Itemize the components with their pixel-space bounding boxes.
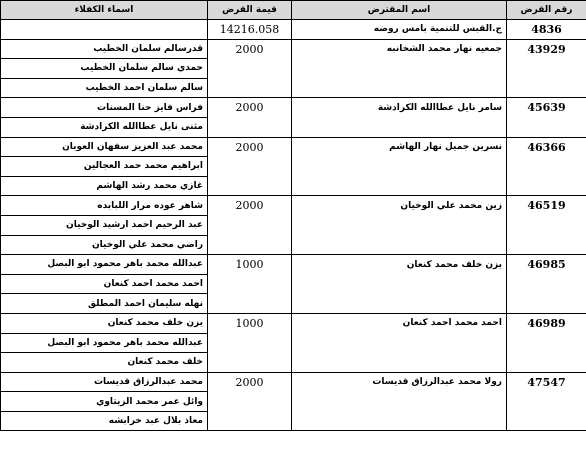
borrower-cell: يزن خلف محمد كنعان [292,255,507,275]
loan-no-cell [507,235,586,255]
loan-no-cell: 43929 [507,39,586,59]
table-row [1,235,586,255]
table-row [1,20,586,40]
amount-cell: 14216.058 [208,20,292,40]
guarantor-cell: شاهر عوده مرار اللبابده [1,196,208,216]
table-body [1,20,586,431]
guarantor-cell: يزن خلف محمد كنعان [1,313,208,333]
guarantor-cell: سالم سلمان احمد الخطيب [1,78,208,98]
guarantor-cell: فراس فايز حنا المسنات [1,98,208,118]
borrower-cell [292,274,507,294]
guarantor-cell: راضي محمد علي الوخيان [1,235,208,255]
guarantor-cell: ابراهيم محمد حمد العجالين [1,157,208,177]
borrower-cell [292,176,507,196]
header-loan-no: رقم القرض [507,1,586,20]
guarantor-cell: مثنى نايل عطاالله الكرادشة [1,117,208,137]
table-row [1,176,586,196]
loan-no-cell [507,176,586,196]
amount-cell [208,235,292,255]
borrower-cell [292,392,507,412]
loan-no-cell [507,157,586,177]
loan-no-cell [507,59,586,79]
amount-cell [208,157,292,177]
borrower-cell [292,78,507,98]
header-guarantors: اسماء الكفلاء [1,1,208,20]
amount-cell [208,333,292,353]
borrower-cell [292,333,507,353]
header-amount: قيمة القرض [208,1,292,20]
borrower-cell: احمد محمد احمد كنعان [292,313,507,333]
amount-cell [208,59,292,79]
borrower-cell: جمعيه نهار محمد الشخانبه [292,39,507,59]
borrower-cell [292,117,507,137]
guarantor-cell: غازي محمد رشد الهاشم [1,176,208,196]
guarantor-cell: عبدالله محمد باهر محمود ابو البصل [1,255,208,275]
loan-no-cell: 47547 [507,372,586,392]
guarantor-cell: محمد عبد العزيز سفهان العوبان [1,137,208,157]
loan-no-cell [507,274,586,294]
table-row [1,157,586,177]
borrower-cell: زين محمد علي الوخيان [292,196,507,216]
loan-no-cell [507,294,586,314]
table-row [1,137,586,157]
loan-no-cell: 46366 [507,137,586,157]
guarantor-cell: وائل عمر محمد الزيتاوي [1,392,208,412]
header-borrower: اسم المقترض [292,1,507,20]
guarantor-cell: عبدالله محمد باهر محمود ابو البصل [1,333,208,353]
table-row [1,372,586,392]
borrower-cell: رولا محمد عبدالرزاق قديسات [292,372,507,392]
borrower-cell [292,59,507,79]
amount-cell [208,117,292,137]
guarantor-cell: نهله سليمان احمد المطلق [1,294,208,314]
table-row [1,117,586,137]
guarantor-cell: قدرسالم سلمان الخطيب [1,39,208,59]
loan-no-cell [507,78,586,98]
amount-cell: 2000 [208,98,292,118]
borrower-cell [292,411,507,431]
table-row [1,392,586,412]
table-row [1,59,586,79]
table-row [1,78,586,98]
loan-no-cell: 46985 [507,255,586,275]
loan-no-cell: 46519 [507,196,586,216]
amount-cell [208,215,292,235]
loan-no-cell [507,353,586,373]
borrower-cell [292,157,507,177]
amount-cell [208,411,292,431]
borrower-cell: سامر نايل عطاالله الكرادشة [292,98,507,118]
borrower-cell [292,215,507,235]
guarantor-cell [1,20,208,40]
amount-cell [208,353,292,373]
guarantor-cell: حمدي سالم سلمان الخطيب [1,59,208,79]
loan-no-cell: 46989 [507,313,586,333]
table-row [1,255,586,275]
guarantor-cell: معاذ بلال عبد خرابشه [1,411,208,431]
loan-no-cell [507,215,586,235]
borrower-cell: ج.القبس للتنمية بامس روضه [292,20,507,40]
amount-cell: 1000 [208,255,292,275]
borrower-cell: نسرين جميل نهار الهاشم [292,137,507,157]
table-row [1,98,586,118]
table-row [1,333,586,353]
table-row [1,39,586,59]
table-row [1,294,586,314]
loan-no-cell [507,411,586,431]
guarantor-cell: عبد الرحيم احمد ارشيد الوخيان [1,215,208,235]
amount-cell [208,392,292,412]
table-row [1,353,586,373]
amount-cell [208,78,292,98]
amount-cell [208,294,292,314]
guarantor-cell: خلف محمد كنعان [1,353,208,373]
table-row [1,313,586,333]
borrower-cell [292,353,507,373]
amount-cell [208,274,292,294]
borrower-cell [292,235,507,255]
guarantor-cell: احمد محمد احمد كنعان [1,274,208,294]
loan-no-cell [507,333,586,353]
table-row [1,196,586,216]
borrower-cell [292,294,507,314]
amount-cell: 2000 [208,137,292,157]
amount-cell: 2000 [208,372,292,392]
loan-no-cell: 4836 [507,20,586,40]
amount-cell [208,176,292,196]
header-row [1,1,586,20]
table-row [1,215,586,235]
loan-no-cell [507,117,586,137]
guarantor-cell: محمد عبدالرزاق قديسات [1,372,208,392]
amount-cell: 1000 [208,313,292,333]
table-row [1,274,586,294]
amount-cell: 2000 [208,196,292,216]
amount-cell: 2000 [208,39,292,59]
loan-no-cell [507,392,586,412]
table-row [1,411,586,431]
loan-no-cell: 45639 [507,98,586,118]
